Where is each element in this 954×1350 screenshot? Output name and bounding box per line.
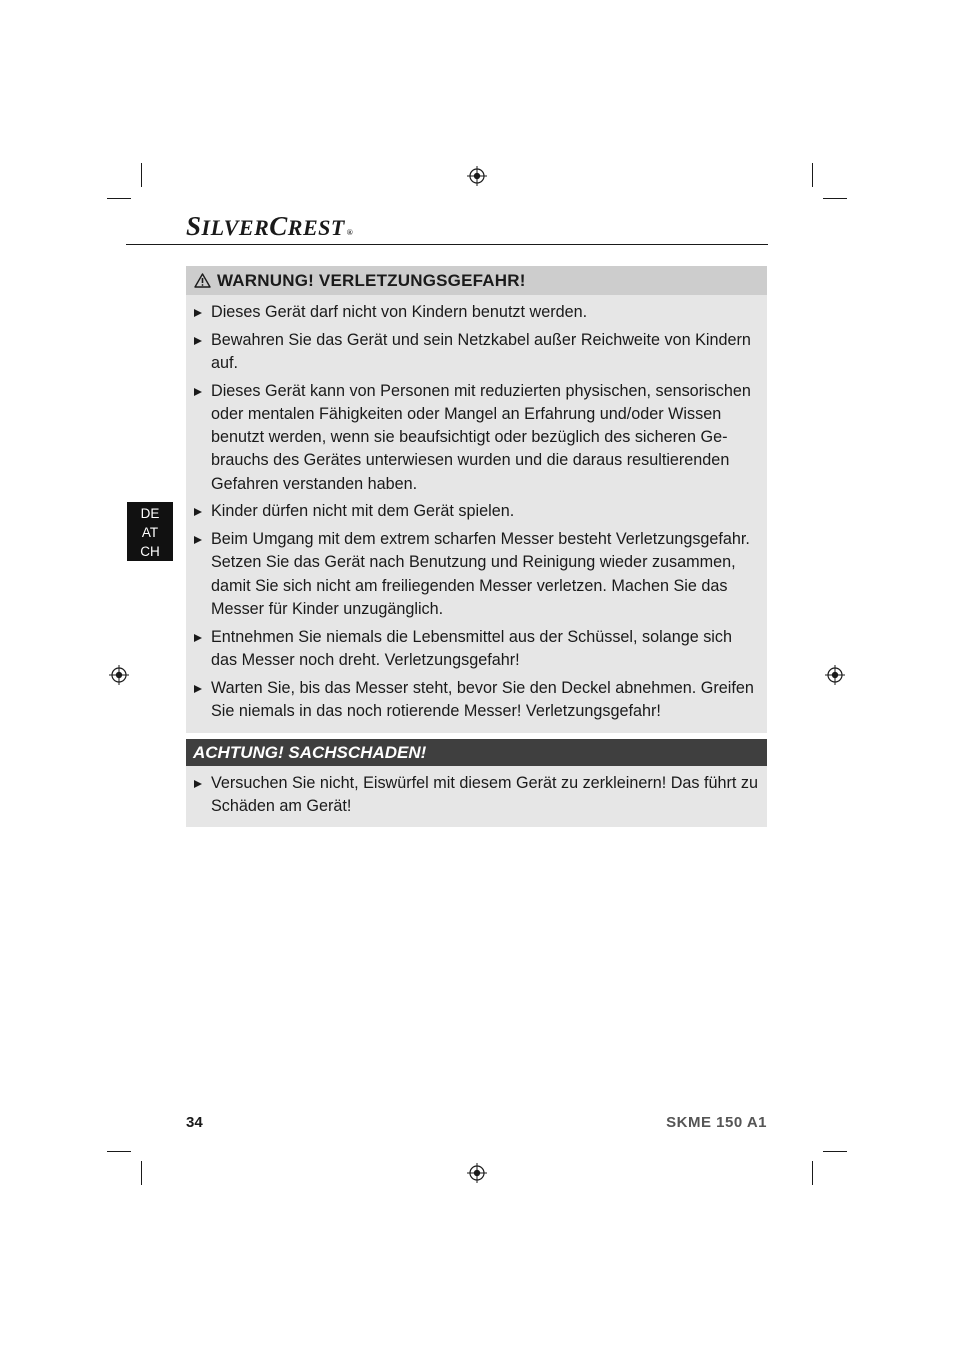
list-item-text: Dieses Gerät kann von Personen mit reduzierten physischen, sensorischen oder mentalen Fähigkeiten oder Mangel an Erfahrung und/oder Wissen benutzt werden, wenn sie beaufsichtigt oder bezüglich des sicheren Ge-brauchs des Gerätes unterwiesen wurden und die daraus resultierenden Gefahren verstanden haben.: [211, 381, 751, 493]
warning-title: WARNUNG! VERLETZUNGSGEFAHR!: [217, 270, 526, 290]
arrow-bullet-icon: [194, 536, 202, 544]
language-code: CH: [140, 544, 160, 559]
crop-mark: [141, 163, 142, 187]
brand-logo: [186, 211, 353, 242]
crop-mark: [823, 198, 847, 199]
list-item: [192, 301, 759, 324]
language-code: DE: [140, 506, 160, 521]
list-item: [192, 329, 759, 375]
crop-mark: [812, 1161, 813, 1185]
registration-mark-icon: [825, 665, 845, 685]
warning-section: [186, 266, 767, 733]
list-item-text: Dieses Gerät darf nicht von Kindern benutzt werden.: [211, 303, 588, 321]
arrow-bullet-icon: [194, 780, 202, 788]
crop-mark: [141, 1161, 142, 1185]
crop-mark: [812, 163, 813, 187]
arrow-bullet-icon: [194, 508, 202, 516]
caution-title: ACHTUNG! SACHSCHADEN!: [193, 742, 427, 762]
caution-heading: [186, 739, 767, 766]
arrow-bullet-icon: [194, 388, 202, 396]
list-item: [192, 500, 759, 523]
arrow-bullet-icon: [194, 337, 202, 345]
list-item-text: Warten Sie, bis das Messer steht, bevor Sie den Deckel abnehmen. Greifen Sie niemals in das noch rotierende Messer! Verletzungsgefahr!: [211, 678, 754, 720]
list-item: [192, 626, 759, 672]
list-item-text: Entnehmen Sie niemals die Lebensmittel aus der Schüssel, solange sich das Messer noch dreht. Verletzungsgefahr!: [211, 627, 732, 669]
list-item-text: Beim Umgang mit dem extrem scharfen Messer besteht Verletzungsgefahr. Setzen Sie das Gerät nach Benutzung und Reinigung wieder zusammen, damit Sie sich nicht am freiliegenden Messer verletzen. Machen Sie das Messer für Kinder unzugänglich.: [211, 530, 750, 618]
registration-mark-icon: [467, 1163, 487, 1183]
list-item-text: Kinder dürfen nicht mit dem Gerät spielen.: [211, 502, 515, 521]
caution-list: [186, 766, 767, 827]
crop-mark: [107, 1151, 131, 1152]
warning-list: [186, 295, 767, 733]
list-item: [192, 772, 759, 818]
warning-heading: [186, 266, 767, 295]
registration-mark-icon: [109, 665, 129, 685]
registered-mark: ®: [346, 228, 354, 237]
caution-section: [186, 739, 767, 827]
arrow-bullet-icon: [194, 685, 202, 693]
brand-letter: C: [269, 211, 288, 241]
list-item-text: Versuchen Sie nicht, Eiswürfel mit diesem Gerät zu zerkleinern! Das führt zu Schäden am Gerät!: [211, 774, 759, 816]
list-item: [192, 677, 759, 723]
brand-letters: REST: [287, 215, 345, 240]
arrow-bullet-icon: [194, 634, 202, 642]
brand-letters: ILVER: [201, 215, 270, 240]
language-code: AT: [141, 525, 159, 540]
crop-mark: [823, 1151, 847, 1152]
page-number: 34: [186, 1114, 203, 1131]
list-item: [192, 380, 759, 496]
list-item-text: Bewahren Sie das Gerät und sein Netzkabel außer Reichweite von Kindern auf.: [211, 330, 751, 372]
brand-letter: S: [186, 211, 202, 241]
language-tab: [127, 502, 173, 561]
arrow-bullet-icon: [194, 309, 202, 317]
registration-mark-icon: [467, 166, 487, 186]
model-number: SKME 150 A1: [666, 1114, 767, 1131]
list-item: [192, 528, 759, 621]
crop-mark: [107, 198, 131, 199]
warning-triangle-icon: [194, 273, 211, 288]
header-divider: [126, 244, 768, 245]
